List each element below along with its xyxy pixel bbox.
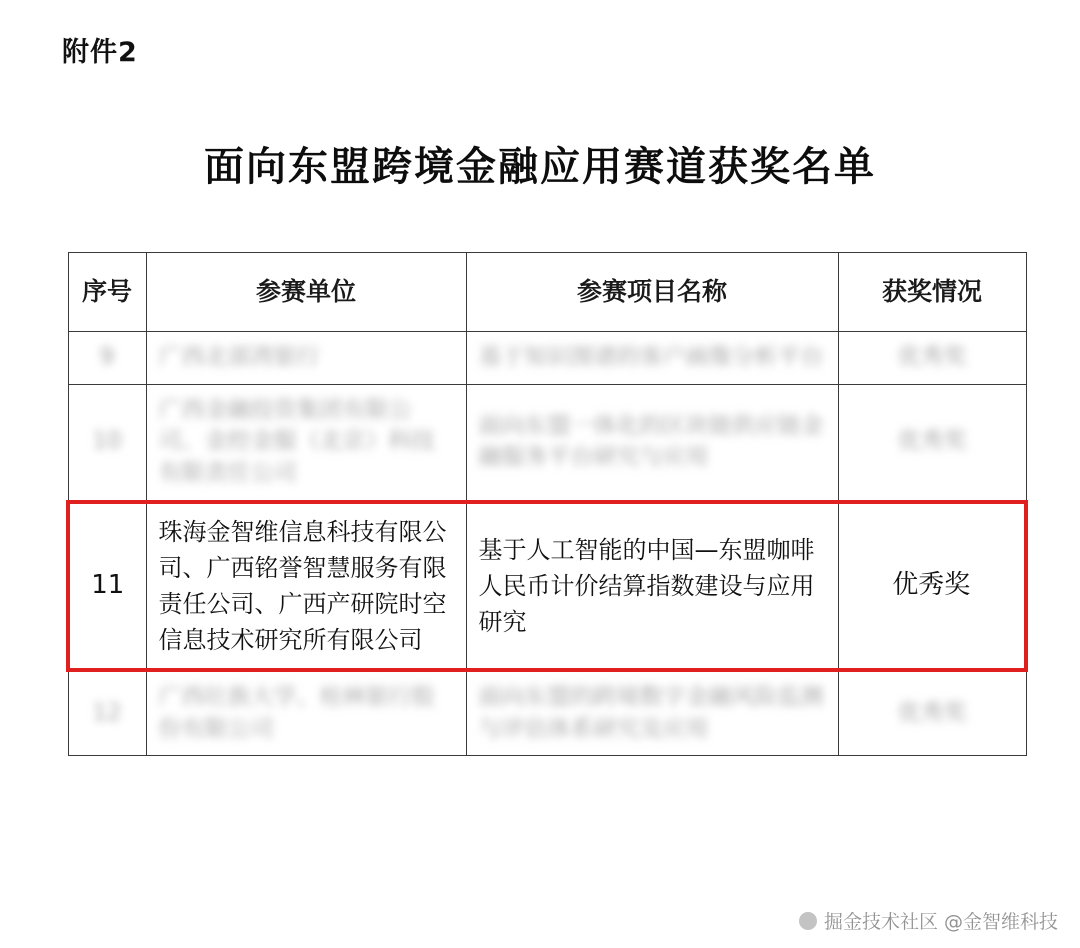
watermark-text: 掘金技术社区 @金智维科技 <box>823 911 1058 933</box>
cell-project: 基于知识图谱的客户画像分析平台 <box>466 332 838 385</box>
award-table-wrapper <box>66 252 1024 756</box>
cell-award: 优秀奖 <box>838 384 1026 502</box>
cell-no: 10 <box>68 384 146 502</box>
table-row <box>68 332 1026 385</box>
cell-no: 11 <box>68 502 146 670</box>
column-header-no: 序号 <box>68 253 146 332</box>
watermark <box>799 907 1058 934</box>
cell-no: 12 <box>68 670 146 756</box>
column-header-project: 参赛项目名称 <box>466 253 838 332</box>
award-table <box>66 252 1028 756</box>
column-header-award: 获奖情况 <box>838 253 1026 332</box>
table-row <box>68 502 1026 670</box>
watermark-logo-icon <box>799 912 817 930</box>
page-title: 面向东盟跨境金融应用赛道获奖名单 <box>204 144 876 190</box>
table-row <box>68 670 1026 756</box>
cell-unit: 广西金融投资集团有限公司、金控金服（北京）科技有限责任公司 <box>146 384 466 502</box>
cell-award: 优秀奖 <box>838 502 1026 670</box>
cell-award: 优秀奖 <box>838 670 1026 756</box>
attachment-label: 附件2 <box>62 37 138 68</box>
cell-unit: 广西北部湾银行 <box>146 332 466 385</box>
table-row <box>68 384 1026 502</box>
table-body <box>68 332 1026 756</box>
cell-project: 面向东盟一体化的区块链供应链金融服务平台研究与应用 <box>466 384 838 502</box>
cell-no: 9 <box>68 332 146 385</box>
cell-project: 面向东盟的跨境数字金融风险监测与评估体系研究及应用 <box>466 670 838 756</box>
column-header-unit: 参赛单位 <box>146 253 466 332</box>
cell-unit: 珠海金智维信息科技有限公司、广西铭誉智慧服务有限责任公司、广西产研院时空信息技术研究所有限公司 <box>146 502 466 670</box>
table-header-row <box>68 253 1026 332</box>
cell-award: 优秀奖 <box>838 332 1026 385</box>
cell-project: 基于人工智能的中国—东盟咖啡人民币计价结算指数建设与应用研究 <box>466 502 838 670</box>
cell-unit: 广西壮族大学、桂林银行股份有限公司 <box>146 670 466 756</box>
